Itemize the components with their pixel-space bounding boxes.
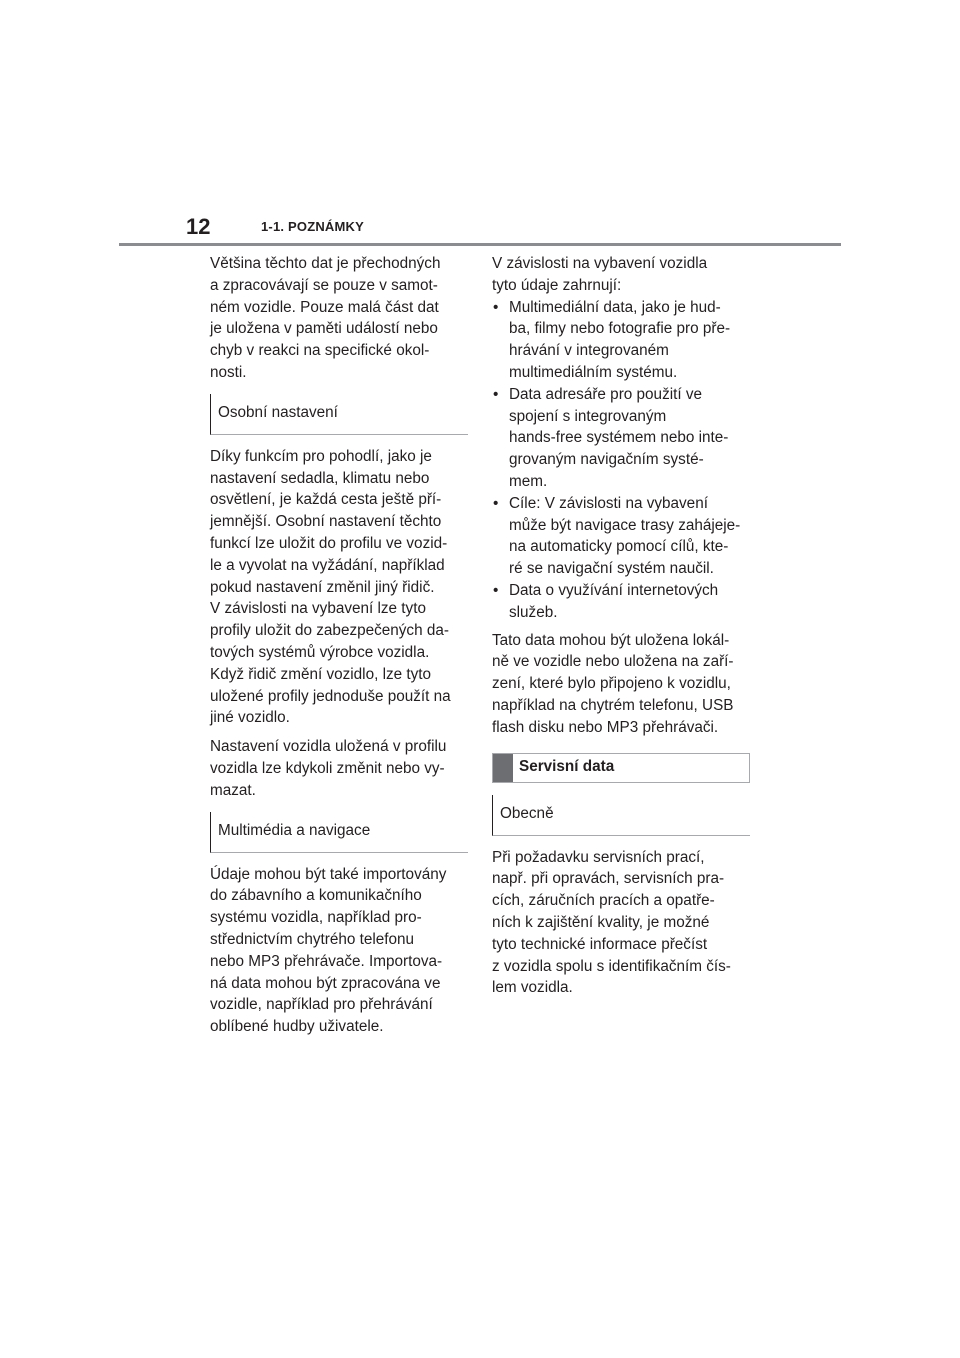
heading-marker [493,754,513,782]
left-column [210,253,468,1045]
section-title: 1-1. POZNÁMKY [261,219,365,234]
profile-edit-paragraph: Nastavení vozidla uložená v profilu vozidla lze kdykoli změnit nebo vy- mazat. [210,738,447,799]
data-types-intro: V závislosti na vybavení vozidla tyto údaje zahrnují: [492,255,708,294]
storage-paragraph: Tato data mohou být uložena lokál- ně ve vozidle nebo uložena na zaří- zení, které bylo připojeno k vozidlu, například na chytrém telefonu, USB flash disku nebo MP3 přehrávači. [492,631,734,736]
page-number: 12 [186,214,211,239]
list-item: • Data o využívání internetových služeb. [492,580,750,624]
personal-settings-paragraph: Díky funkcím pro pohodlí, jako je nastavení sedadla, klimatu nebo osvětlení, je každá cesta ještě pří- jemnější. Osobní nastavení těchto funkcí lze uložit do profilu ve vozid- le a vyvolat na vyžádání, například pokud nastavení změnil jiný řidič. V závislosti na vybavení lze tyto profily uložit do zabezpečených da- tových systémů výrobce vozidla. Když řidič změní vozidlo, lze tyto uložené profily jednoduše použít na jiné vozidlo. [210,447,451,727]
multimedia-paragraph: Údaje mohou být také importovány do zábavního a komunikačního systému vozidla, například pro- střednictvím chytrého telefonu nebo MP3 přehrávače. Importova- ná data mohou být zpracována ve vozidle, například pro přehrávání oblíbené hudby uživatele. [210,865,447,1036]
list-item: • Cíle: V závislosti na vybavení může být navigace trasy zahájeje- na automaticky pomocí cílů, kte- ré se navigační systém naučil. [492,493,750,580]
intro-paragraph: Většina těchto dat je přechodných a zpracovávají se pouze v samot- ném vozidle. Pouze malá část dat je uložena v paměti událostí nebo chyb v reakci na specifické okol- nosti. [210,255,441,381]
service-data-heading [492,753,750,783]
general-heading: Obecně [492,795,750,836]
list-item: • Data adresáře pro použití ve spojení s integrovaným hands-free systémem nebo inte- grovaným navigačním systé- mem. [492,384,750,493]
service-data-label: Servisní data [519,757,615,775]
list-item: • Multimediální data, jako je hud- ba, filmy nebo fotografie pro pře- hrávání v integrovaném multimediálním systému. [492,297,750,384]
personal-settings-heading: Osobní nastavení [210,394,468,435]
data-types-list [492,297,750,624]
right-column [492,253,750,1006]
header-rule [119,243,841,246]
general-paragraph: Při požadavku servisních prací, např. při opravách, servisních pra- cích, záručních pracích a opatře- ních k zajištění kvality, je možné tyto technické informace přečíst z vozidla spolu s identifikačním čís- lem vozidla. [492,848,731,997]
multimedia-navigation-heading: Multimédia a navigace [210,812,468,853]
